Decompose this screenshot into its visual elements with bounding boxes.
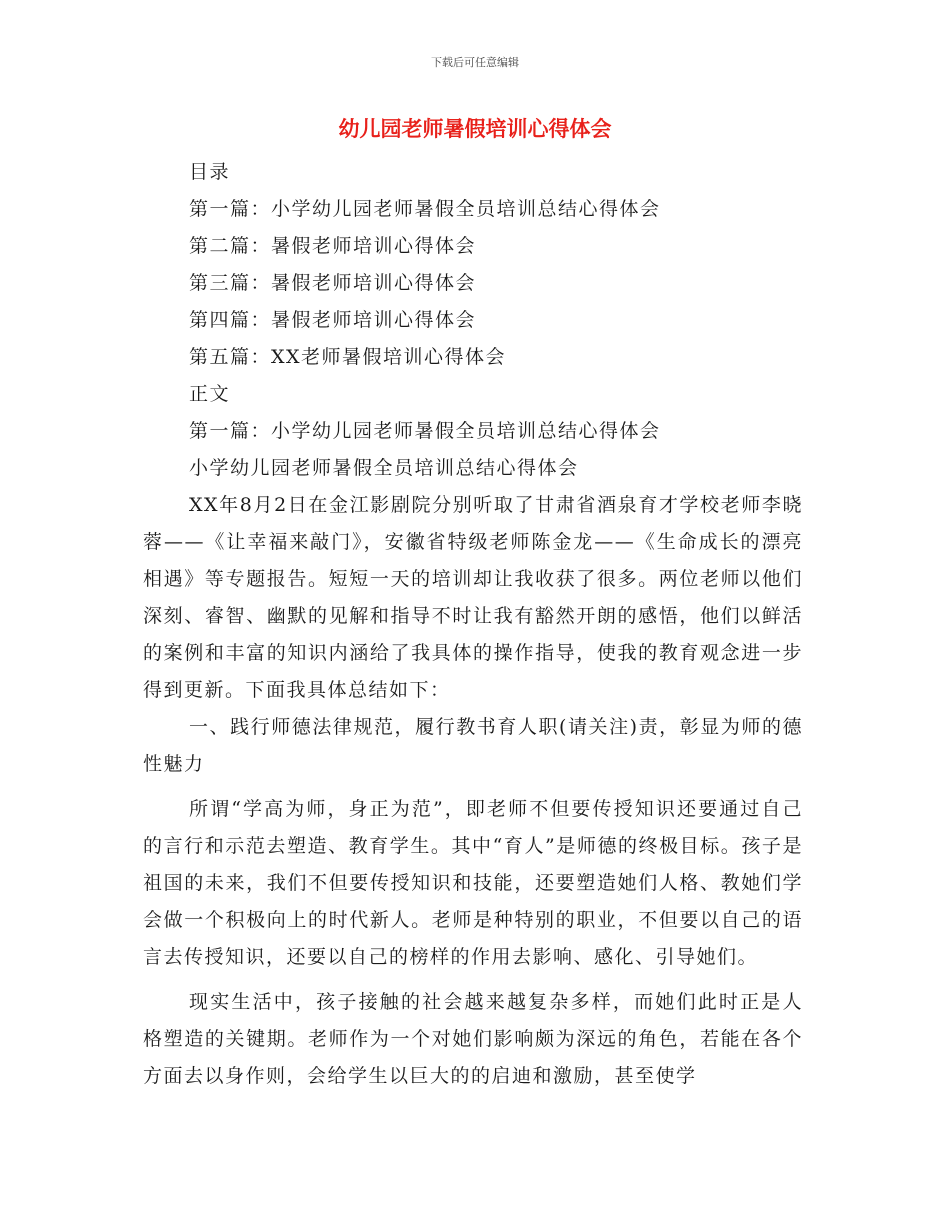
- toc-heading: 目录: [189, 161, 231, 183]
- page-header-note: 下载后可任意编辑: [431, 56, 519, 69]
- part1-subtitle: 小学幼儿园老师暑假全员培训总结心得体会: [189, 457, 579, 479]
- toc-item: 第三篇：暑假老师培训心得体会: [189, 272, 477, 294]
- paragraph-intro: XX年8月2日在金江影剧院分别听取了甘肃省酒泉育才学校老师李晓蓉——《让幸福来敲门》，安徽省特级老师陈金龙——《生命成长的漂亮相遇》等专题报告。短短一天的培训却让我收获了很多。两位老师以他们深刻、睿智、幽默的见解和指导不时让我有豁然开朗的感悟，他们以鲜活的案例和丰富的知识内涵给了我具体的操作指导，使我的教育观念进一步得到更新。下面我具体总结如下：: [143, 494, 803, 701]
- document-title: 幼儿园老师暑假培训心得体会: [338, 117, 612, 141]
- section-heading: 一、践行师德法律规范，履行教书育人职(请关注)责，彰显为师的德性魅力: [143, 716, 803, 775]
- paragraph-teacher-ethics: 所谓“学高为师，身正为范”，即老师不但要传授知识还要通过自己的言行和示范去塑造、教育学生。其中“育人”是师德的终极目标。孩子是祖国的未来，我们不但要传授知识和技能，还要塑造她们人格、教她们学会做一个积极向上的时代新人。老师是种特别的职业，不但要以自己的语言去传授知识，还要以自己的榜样的作用去影响、感化、引导她们。: [143, 798, 803, 968]
- toc-item: 第四篇：暑假老师培训心得体会: [189, 309, 477, 331]
- toc-item: 第五篇：XX老师暑假培训心得体会: [189, 346, 507, 368]
- paragraph-real-life: 现实生活中，孩子接触的社会越来越复杂多样，而她们此时正是人格塑造的关键期。老师作为一个对她们影响颇为深远的角色，若能在各个方面去以身作则，会给学生以巨大的的启迪和激励，甚至使学: [143, 991, 803, 1087]
- toc-item: 第二篇：暑假老师培训心得体会: [189, 235, 477, 257]
- part1-heading: 第一篇：小学幼儿园老师暑假全员培训总结心得体会: [189, 420, 661, 442]
- body-heading: 正文: [189, 383, 231, 405]
- document-body: [143, 154, 803, 1095]
- toc-item: 第一篇：小学幼儿园老师暑假全员培训总结心得体会: [189, 198, 661, 220]
